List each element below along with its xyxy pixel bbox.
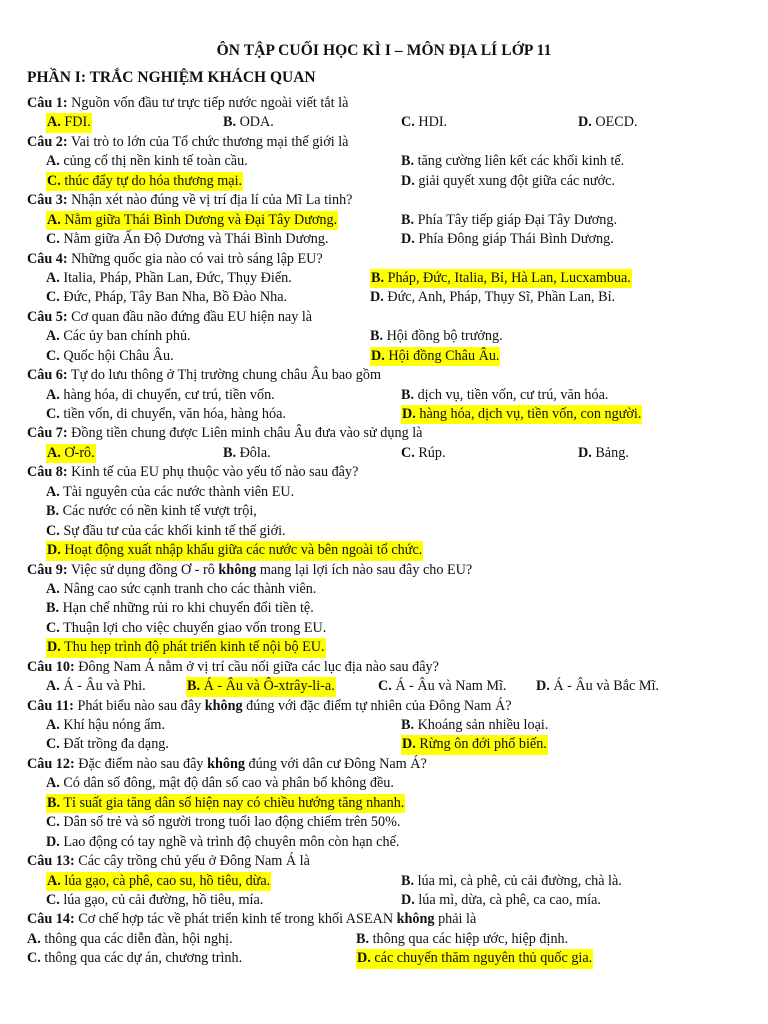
question-number: Câu 5: bbox=[27, 308, 68, 325]
question-number: Câu 2: bbox=[27, 133, 68, 150]
option-text: Khí hậu nóng ẩm. bbox=[63, 717, 166, 733]
option-letter: A. bbox=[46, 269, 60, 286]
answer-row bbox=[0, 502, 768, 521]
option-letter: B. bbox=[356, 930, 370, 947]
question-number: Câu 6: bbox=[27, 367, 68, 384]
question-stem bbox=[0, 250, 768, 269]
question-number: Câu 8: bbox=[27, 464, 68, 481]
option-text: Bảng. bbox=[595, 444, 629, 461]
question-number: Câu 1: bbox=[27, 95, 68, 111]
option-letter: C. bbox=[47, 172, 61, 189]
option-text: Nằm giữa Thái Bình Dương và Đại Tây Dương. bbox=[64, 211, 338, 228]
answer-option bbox=[46, 580, 316, 599]
option-text: Các nước có nền kinh tế vượt trội, bbox=[62, 503, 257, 520]
option-letter: B. bbox=[46, 503, 60, 520]
option-text: Đức, Anh, Pháp, Thụy Sĩ, Phần Lan, Bỉ. bbox=[387, 289, 616, 306]
option-letter: B. bbox=[223, 114, 237, 131]
question-number: Câu 10: bbox=[27, 658, 75, 675]
option-letter: D. bbox=[401, 231, 415, 248]
option-letter: D. bbox=[578, 114, 592, 131]
answer-row bbox=[0, 347, 768, 366]
question-text: Đồng tiền chung được Liên minh châu Âu đưa vào sử dụng là bbox=[71, 425, 423, 442]
answer-row bbox=[0, 444, 768, 463]
question-text: Những quốc gia nào có vai trò sáng lập EU? bbox=[71, 250, 323, 267]
option-letter: D. bbox=[371, 347, 385, 364]
question-stem bbox=[0, 191, 768, 210]
option-text: Hội đồng Châu Âu. bbox=[388, 347, 500, 364]
option-text: Đôla. bbox=[239, 444, 271, 461]
option-letter: A. bbox=[47, 211, 61, 228]
option-text: HDI. bbox=[418, 114, 448, 131]
option-letter: B. bbox=[401, 386, 415, 403]
option-text: Quốc hội Châu Âu. bbox=[63, 347, 174, 364]
option-letter: A. bbox=[47, 114, 61, 131]
option-letter: A. bbox=[46, 328, 60, 345]
option-text: Tỉ suất gia tăng dân số hiện nay có chiều hướng tăng nhanh. bbox=[63, 794, 405, 811]
option-letter: B. bbox=[401, 153, 415, 170]
answer-row bbox=[0, 230, 768, 249]
option-text: Tài nguyên của các nước thành viên EU. bbox=[63, 483, 295, 500]
option-text: Phía Đông giáp Thái Bình Dương. bbox=[418, 231, 614, 248]
question-number: Câu 9: bbox=[27, 561, 68, 578]
section-heading: PHẦN I: TRẮC NGHIỆM KHÁCH QUAN bbox=[27, 69, 316, 86]
option-text: Nằm giữa Ấn Độ Dương và Thái Bình Dương. bbox=[63, 231, 329, 248]
page-title: ÔN TẬP CUỐI HỌC KÌ I – MÔN ĐỊA LÍ LỚP 11 bbox=[216, 42, 552, 59]
answer-option-correct bbox=[46, 444, 96, 463]
option-letter: C. bbox=[46, 814, 60, 831]
option-letter: C. bbox=[378, 678, 392, 695]
option-letter: B. bbox=[371, 269, 385, 286]
question-stem bbox=[0, 561, 768, 580]
answer-option bbox=[401, 444, 446, 463]
answer-option bbox=[370, 288, 615, 307]
option-text: Á - Âu và Phi. bbox=[63, 678, 146, 695]
answer-option bbox=[401, 172, 615, 191]
answer-option bbox=[223, 444, 271, 463]
question-text: Kinh tế của EU phụ thuộc vào yếu tố nào sau đây? bbox=[71, 464, 359, 481]
answer-row bbox=[0, 327, 768, 346]
option-letter: B. bbox=[401, 717, 415, 733]
answer-option-correct bbox=[370, 347, 500, 366]
question-text: Việc sử dụng đồng Ơ - rô bbox=[70, 561, 215, 578]
option-text: thông qua các hiệp ước, hiệp định. bbox=[372, 930, 569, 947]
question-text: đúng với đặc điểm tự nhiên của Đông Nam Á? bbox=[246, 697, 512, 714]
answer-option bbox=[46, 599, 314, 618]
answer-option bbox=[401, 113, 447, 132]
answer-row bbox=[0, 735, 768, 754]
answer-option bbox=[46, 891, 263, 910]
answer-row bbox=[0, 269, 768, 288]
answer-option bbox=[401, 872, 622, 891]
answer-option bbox=[370, 327, 503, 346]
answer-option-correct bbox=[356, 949, 593, 968]
answer-row bbox=[0, 872, 768, 891]
answer-option bbox=[578, 444, 629, 463]
answer-option bbox=[401, 891, 601, 910]
answer-row bbox=[0, 386, 768, 405]
answer-option-correct bbox=[46, 113, 92, 132]
option-letter: D. bbox=[370, 289, 384, 306]
option-text: FDI. bbox=[64, 114, 91, 131]
question-stem bbox=[0, 308, 768, 327]
question-text: Nhận xét nào đúng về vị trí địa lí của Mĩ La tinh? bbox=[71, 192, 353, 209]
option-text: ODA. bbox=[239, 114, 274, 131]
option-text: Sự đầu tư của các khối kinh tế thế giới. bbox=[63, 522, 286, 539]
option-letter: D. bbox=[47, 639, 61, 656]
answer-option bbox=[46, 152, 248, 171]
answer-option bbox=[46, 483, 294, 502]
answer-option bbox=[401, 211, 617, 230]
answer-option bbox=[401, 716, 548, 735]
question-number: Câu 4: bbox=[27, 250, 68, 267]
answer-option bbox=[223, 113, 274, 132]
option-text: củng cố thị nền kinh tế toàn cầu. bbox=[63, 153, 248, 170]
answer-option bbox=[578, 113, 638, 132]
answer-row bbox=[0, 833, 768, 852]
question-text: đúng với dân cư Đông Nam Á? bbox=[248, 755, 427, 772]
answer-option bbox=[378, 677, 506, 696]
option-letter: A. bbox=[47, 872, 61, 889]
option-text: Á - Âu và Bắc Mĩ. bbox=[553, 678, 659, 695]
option-letter: A. bbox=[46, 386, 60, 403]
question-stem bbox=[0, 463, 768, 482]
question-stem bbox=[0, 910, 768, 929]
option-text: thúc đẩy tự do hóa thương mại. bbox=[64, 172, 243, 189]
option-text: lúa gạo, cà phê, cao su, hồ tiêu, dừa. bbox=[64, 872, 271, 889]
option-text: Khoáng sản nhiều loại. bbox=[417, 717, 549, 733]
answer-option bbox=[46, 813, 400, 832]
answer-row bbox=[0, 638, 768, 657]
option-text: Đất trồng đa dạng. bbox=[63, 736, 169, 753]
option-text: Thu hẹp trình độ phát triển kinh tế nội bộ EU. bbox=[64, 639, 325, 656]
option-letter: B. bbox=[47, 794, 61, 811]
option-text: Á - Âu và Nam Mĩ. bbox=[395, 678, 507, 695]
answer-option bbox=[46, 347, 174, 366]
option-letter: B. bbox=[401, 872, 415, 889]
answer-option bbox=[401, 152, 624, 171]
option-letter: B. bbox=[401, 211, 415, 228]
answer-row bbox=[0, 405, 768, 424]
option-text: Á - Âu và Ô-xtrây-li-a. bbox=[203, 678, 335, 695]
question-stem bbox=[0, 658, 768, 677]
answer-row bbox=[0, 522, 768, 541]
option-letter: A. bbox=[46, 678, 60, 695]
option-text: Pháp, Đức, Italia, Bỉ, Hà Lan, Lucxambua. bbox=[387, 269, 631, 286]
question-text-emphasis: không bbox=[218, 561, 257, 578]
answer-row bbox=[0, 172, 768, 191]
option-text: các chuyến thăm nguyên thủ quốc gia. bbox=[374, 950, 593, 967]
option-letter: B. bbox=[223, 444, 237, 461]
option-text: Hoạt động xuất nhập khẩu giữa các nước và bên ngoài tổ chức. bbox=[64, 542, 423, 559]
question-stem bbox=[0, 366, 768, 385]
answer-row bbox=[0, 599, 768, 618]
option-text: Nâng cao sức cạnh tranh cho các thành viên. bbox=[63, 580, 317, 597]
question-number: Câu 14: bbox=[27, 911, 75, 928]
option-letter: C. bbox=[46, 522, 60, 539]
option-letter: C. bbox=[46, 289, 60, 306]
answer-option bbox=[27, 930, 233, 949]
answer-option bbox=[401, 386, 608, 405]
question-text-emphasis: không bbox=[207, 755, 245, 772]
option-letter: C. bbox=[46, 736, 60, 753]
option-letter: D. bbox=[578, 444, 592, 461]
option-text: Các ủy ban chính phủ. bbox=[63, 328, 191, 345]
question-number: Câu 11: bbox=[27, 697, 74, 714]
option-text: Ơ-rô. bbox=[64, 444, 95, 461]
answer-row bbox=[0, 113, 768, 132]
answer-option bbox=[46, 327, 191, 346]
answer-option bbox=[46, 386, 275, 405]
answer-option-correct bbox=[401, 405, 642, 424]
option-letter: C. bbox=[46, 619, 60, 636]
question-stem bbox=[0, 755, 768, 774]
option-letter: C. bbox=[46, 891, 60, 908]
answer-row bbox=[0, 716, 768, 735]
answer-option-correct bbox=[46, 638, 326, 657]
option-letter: A. bbox=[46, 483, 60, 500]
option-text: lúa gạo, củ cải đường, hồ tiêu, mía. bbox=[63, 891, 264, 908]
option-letter: A. bbox=[46, 153, 60, 170]
question-number: Câu 7: bbox=[27, 425, 68, 442]
answer-option bbox=[46, 522, 286, 541]
option-letter: B. bbox=[370, 328, 384, 345]
answer-row bbox=[0, 580, 768, 599]
option-letter: C. bbox=[401, 114, 415, 131]
question-stem bbox=[0, 133, 768, 152]
option-letter: B. bbox=[187, 678, 201, 695]
answer-option-correct bbox=[401, 735, 548, 754]
option-letter: D. bbox=[46, 833, 60, 850]
option-text: thông qua các dự án, chương trình. bbox=[44, 950, 243, 967]
question-text: Cơ quan đầu não đứng đầu EU hiện nay là bbox=[71, 308, 313, 325]
answer-row bbox=[0, 774, 768, 793]
option-letter: A. bbox=[47, 444, 61, 461]
question-number: Câu 3: bbox=[27, 192, 68, 209]
option-text: OECD. bbox=[595, 114, 638, 131]
question-text-emphasis: không bbox=[396, 911, 435, 928]
option-text: lúa mì, cà phê, củ cải đường, chà là. bbox=[417, 872, 622, 889]
question-text: Đông Nam Á nằm ở vị trí cầu nối giữa các lục địa nào sau đây? bbox=[78, 658, 439, 675]
option-letter: D. bbox=[357, 950, 371, 967]
question-text: mang lại lợi ích nào sau đây cho EU? bbox=[259, 561, 473, 578]
option-text: dịch vụ, tiền vốn, cư trú, văn hóa. bbox=[417, 386, 609, 403]
answer-row bbox=[0, 930, 768, 949]
option-text: Dân số trẻ và số người trong tuổi lao động chiếm trên 50%. bbox=[63, 814, 401, 831]
question-text: Tự do lưu thông ở Thị trường chung châu Âu bao gồm bbox=[70, 367, 382, 384]
answer-option bbox=[46, 716, 165, 735]
option-letter: C. bbox=[401, 444, 415, 461]
answer-option bbox=[27, 949, 242, 968]
answer-option-correct bbox=[46, 211, 338, 230]
question-stem bbox=[0, 424, 768, 443]
option-letter: D. bbox=[47, 542, 61, 559]
answer-row bbox=[0, 794, 768, 813]
answer-option-correct bbox=[46, 541, 423, 560]
question-stem bbox=[0, 94, 768, 113]
option-letter: A. bbox=[46, 775, 60, 792]
option-text: Hội đồng bộ trưởng. bbox=[386, 328, 503, 345]
question-text: Cơ chế hợp tác về phát triển kinh tế trong khối ASEAN bbox=[78, 911, 394, 928]
option-letter: A. bbox=[46, 717, 60, 733]
answer-option bbox=[46, 405, 286, 424]
answer-option-correct bbox=[46, 172, 243, 191]
option-letter: D. bbox=[536, 678, 550, 695]
question-text: phải là bbox=[438, 911, 477, 928]
option-letter: D. bbox=[401, 172, 415, 189]
question-text: Đặc điểm nào sau đây bbox=[78, 755, 204, 772]
option-text: lúa mì, dừa, cà phê, ca cao, mía. bbox=[418, 891, 601, 908]
answer-option-correct bbox=[46, 794, 405, 813]
question-text-emphasis: không bbox=[204, 697, 243, 714]
answer-row bbox=[0, 677, 768, 696]
option-letter: A. bbox=[46, 580, 60, 597]
question-text: Phát biểu nào sau đây bbox=[77, 697, 202, 714]
option-text: Lao động có tay nghề và trình độ chuyên môn còn hạn chế. bbox=[63, 833, 400, 850]
option-text: Rừng ôn đới phổ biến. bbox=[419, 736, 547, 753]
answer-option bbox=[46, 230, 329, 249]
option-text: tiền vốn, di chuyển, văn hóa, hàng hóa. bbox=[63, 406, 286, 422]
answer-row bbox=[0, 541, 768, 560]
question-text: Vai trò to lớn của Tổ chức thương mại thế giới là bbox=[70, 133, 349, 150]
option-text: thông qua các diễn đàn, hội nghị. bbox=[44, 930, 233, 947]
answer-option bbox=[46, 502, 257, 521]
option-text: Rúp. bbox=[418, 444, 446, 461]
option-text: Hạn chế những rủi ro khi chuyển đổi tiền tệ. bbox=[62, 600, 314, 617]
answer-option bbox=[46, 833, 399, 852]
option-letter: C. bbox=[27, 950, 41, 967]
option-letter: B. bbox=[46, 600, 60, 617]
answer-option bbox=[46, 269, 292, 288]
option-text: hàng hóa, di chuyển, cư trú, tiền vốn. bbox=[63, 386, 275, 403]
answer-option bbox=[46, 735, 169, 754]
option-letter: D. bbox=[401, 891, 415, 908]
answer-row bbox=[0, 152, 768, 171]
option-text: Có dân số đông, mật độ dân số cao và phân bố không đều. bbox=[63, 775, 394, 792]
option-letter: C. bbox=[46, 231, 60, 248]
answer-option bbox=[46, 774, 394, 793]
option-letter: C. bbox=[46, 347, 60, 364]
answer-option bbox=[46, 288, 287, 307]
answer-option bbox=[536, 677, 659, 696]
answer-option bbox=[401, 230, 614, 249]
answer-option bbox=[46, 619, 326, 638]
option-text: giải quyết xung đột giữa các nước. bbox=[418, 172, 615, 189]
question-stem bbox=[0, 852, 768, 871]
answer-row bbox=[0, 211, 768, 230]
answer-row bbox=[0, 949, 768, 968]
option-text: tăng cường liên kết các khối kinh tế. bbox=[417, 153, 625, 170]
question-number: Câu 13: bbox=[27, 853, 75, 870]
answer-option-correct bbox=[46, 872, 271, 891]
question-list bbox=[0, 94, 768, 969]
option-letter: D. bbox=[402, 406, 416, 422]
answer-option bbox=[356, 930, 568, 949]
answer-row bbox=[0, 891, 768, 910]
answer-row bbox=[0, 483, 768, 502]
question-text: Các cây trồng chủ yếu ở Đông Nam Á là bbox=[78, 853, 310, 870]
option-text: hàng hóa, dịch vụ, tiền vốn, con người. bbox=[419, 406, 642, 422]
option-text: Thuận lợi cho việc chuyển giao vốn trong EU. bbox=[63, 619, 327, 636]
answer-row bbox=[0, 813, 768, 832]
question-number: Câu 12: bbox=[27, 755, 75, 772]
option-letter: C. bbox=[46, 406, 60, 422]
answer-row bbox=[0, 619, 768, 638]
answer-option bbox=[46, 677, 146, 696]
answer-option-correct bbox=[370, 269, 632, 288]
option-letter: A. bbox=[27, 930, 41, 947]
option-text: Đức, Pháp, Tây Ban Nha, Bồ Đào Nha. bbox=[63, 289, 288, 306]
answer-row bbox=[0, 288, 768, 307]
answer-option-correct bbox=[186, 677, 336, 696]
question-text: Nguồn vốn đầu tư trực tiếp nước ngoài viết tắt là bbox=[71, 95, 349, 111]
question-stem bbox=[0, 697, 768, 716]
option-text: Phía Tây tiếp giáp Đại Tây Dương. bbox=[417, 211, 618, 228]
option-text: Italia, Pháp, Phần Lan, Đức, Thụy Điển. bbox=[63, 269, 292, 286]
option-letter: D. bbox=[402, 736, 416, 753]
